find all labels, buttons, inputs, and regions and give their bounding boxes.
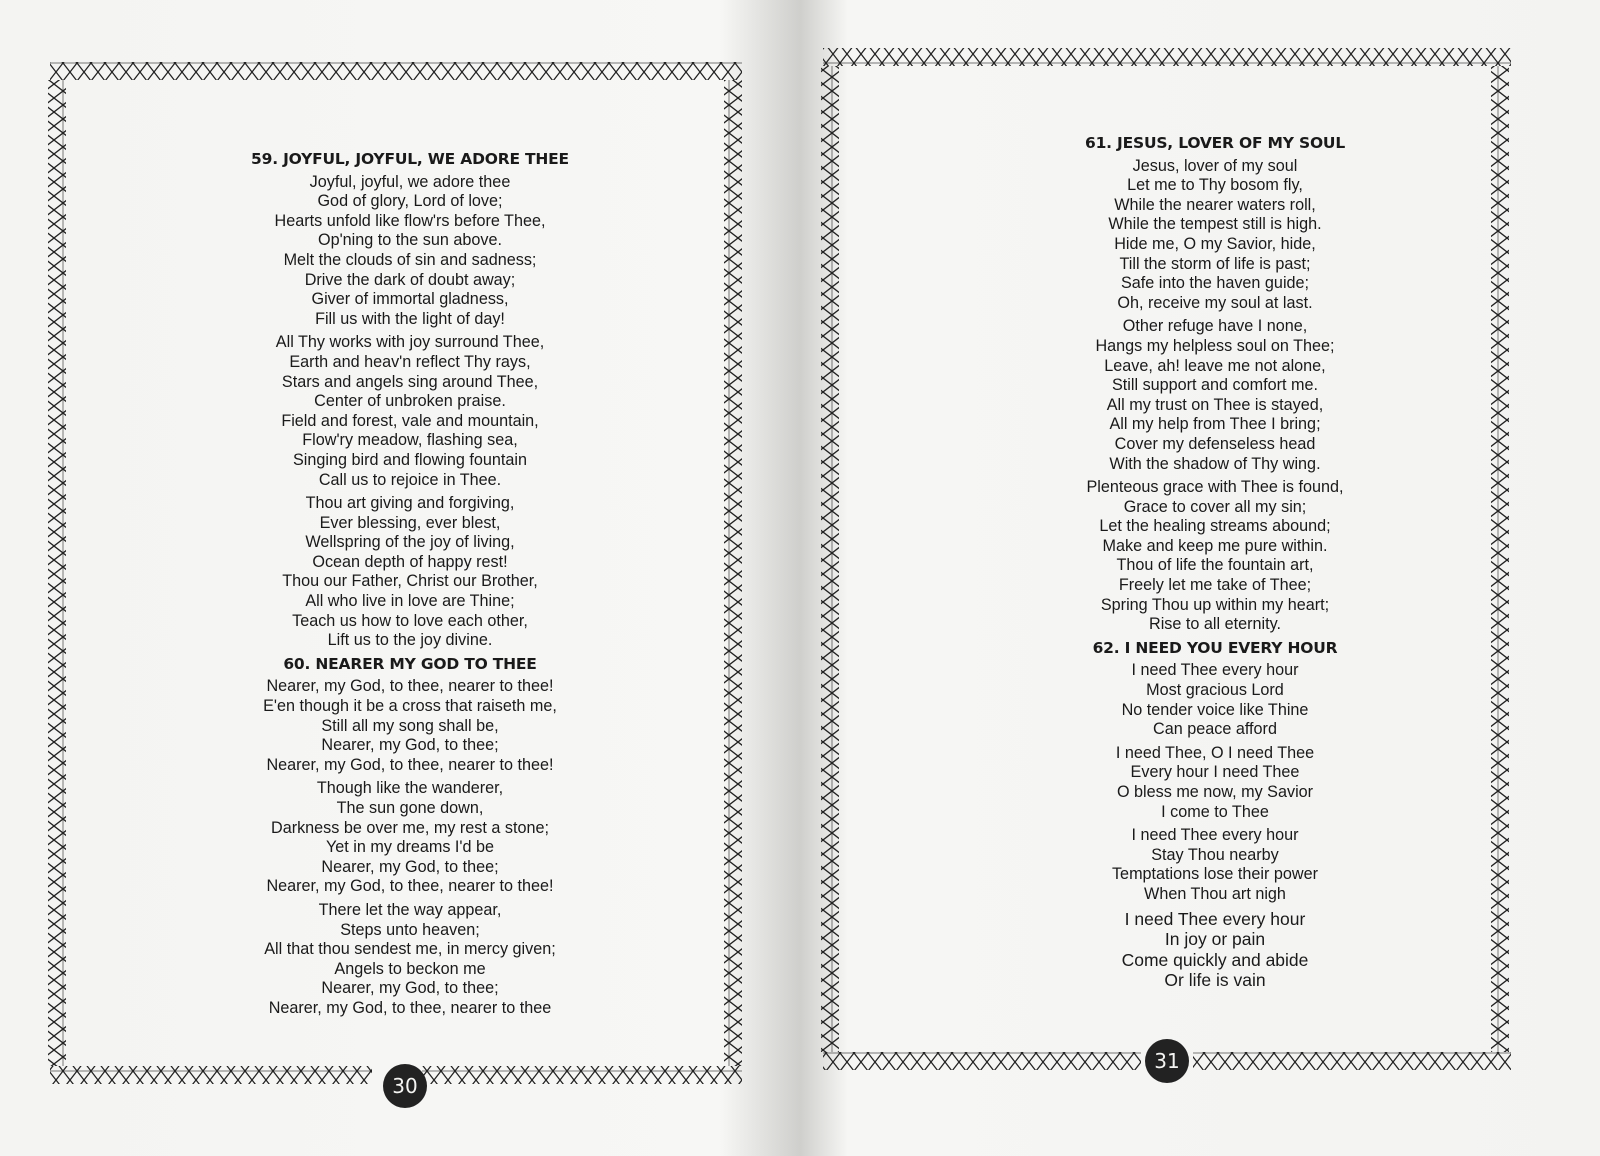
hymn-title: 59. JOYFUL, JOYFUL, WE ADORE THEE <box>251 150 569 168</box>
stanza <box>200 494 620 651</box>
stanza <box>200 779 620 897</box>
stanza <box>1025 478 1405 635</box>
lyric-line: I need Thee every hour <box>1131 826 1299 845</box>
hymn-59 <box>200 150 620 651</box>
lyric-line: Nearer, my God, to thee, nearer to thee! <box>266 755 554 774</box>
stanza <box>200 901 620 1019</box>
lyric-line: All Thy works with joy surround Thee, <box>275 333 545 352</box>
left-page <box>0 0 795 1156</box>
lyric-line: Though like the wanderer, <box>316 779 504 798</box>
stanza <box>1025 661 1405 739</box>
lyric-line: Nearer, my God, to thee; <box>321 857 499 876</box>
page-number-badge: 30 <box>383 1064 427 1108</box>
stanza <box>1025 909 1405 991</box>
lyric-line: Thou art giving and forgiving, <box>305 494 515 513</box>
hymn-61 <box>1025 134 1405 635</box>
lyric-line: All my trust on Thee is stayed, <box>1106 395 1324 414</box>
lyric-line: Fill us with the light of day! <box>315 309 505 328</box>
lyric-line: Still all my song shall be, <box>321 716 499 735</box>
lyric-line: There let the way appear, <box>318 900 502 919</box>
stanza <box>1025 317 1405 474</box>
lyric-line: E'en though it be a cross that raiseth me, <box>263 697 557 716</box>
lyric-line: I need Thee, O I need Thee <box>1115 743 1315 762</box>
lyric-line: Hearts unfold like flow'rs before Thee, <box>274 211 546 230</box>
lyric-line: All that thou sendest me, in mercy given; <box>264 940 556 959</box>
lyric-line: Rise to all eternity. <box>1149 615 1281 634</box>
lyric-line: Angels to beckon me <box>334 959 486 978</box>
lyric-line: All my help from Thee I bring; <box>1109 415 1321 434</box>
lyric-line: Hide me, O my Savior, hide, <box>1114 234 1316 253</box>
lyric-line: Call us to rejoice in Thee. <box>318 470 502 489</box>
lyric-line: Nearer, my God, to thee; <box>321 979 499 998</box>
lyric-line: O bless me now, my Savior <box>1116 783 1314 801</box>
lyric-line: I need Thee every hour <box>1131 661 1299 680</box>
lyric-line: Teach us how to love each other, <box>292 611 528 630</box>
lyric-line: Or life is vain <box>1164 970 1266 991</box>
lyric-line: Joyful, joyful, we adore thee <box>309 172 511 191</box>
lyric-line: Thou our Father, Christ our Brother, <box>282 572 538 591</box>
lyric-line: Every hour I need Thee <box>1130 763 1300 782</box>
lyric-line: Come quickly and abide <box>1121 949 1309 970</box>
lyric-line: Nearer, my God, to thee, nearer to thee! <box>266 877 554 896</box>
lyric-line: Oh, receive my soul at last. <box>1117 293 1313 312</box>
right-page-content <box>1025 134 1405 995</box>
hymn-title: 60. NEARER MY GOD TO THEE <box>283 654 537 673</box>
right-page <box>805 0 1600 1156</box>
lyric-line: Ocean depth of happy rest! <box>312 552 508 571</box>
lyric-line: Stay Thou nearby <box>1151 845 1279 864</box>
lyric-line: Other refuge have I none, <box>1122 317 1308 336</box>
lyric-line: Can peace afford <box>1153 720 1277 739</box>
hymn-60 <box>200 655 620 1019</box>
hymn-title: 61. JESUS, LOVER OF MY SOUL <box>1084 134 1345 152</box>
lyric-line: Nearer, my God, to thee, nearer to thee <box>268 998 552 1017</box>
lyric-line: Field and forest, vale and mountain, <box>281 411 539 430</box>
lyric-line: While the nearer waters roll, <box>1114 195 1316 214</box>
lyric-line: With the shadow of Thy wing. <box>1109 454 1321 473</box>
lyric-line: Yet in my dreams I'd be <box>325 838 495 857</box>
lyric-line: Darkness be over me, my rest a stone; <box>271 818 549 837</box>
lyric-line: All who live in love are Thine; <box>305 592 515 611</box>
left-page-content <box>200 150 620 1023</box>
lyric-line: Melt the clouds of sin and sadness; <box>283 250 537 269</box>
lyric-line: Singing bird and flowing fountain <box>293 450 527 469</box>
lyric-line: When Thou art nigh <box>1144 884 1286 903</box>
lyric-line: Center of unbroken praise. <box>314 392 506 411</box>
hymn-title: 62. I NEED YOU EVERY HOUR <box>1092 638 1338 657</box>
stanza <box>1025 744 1405 822</box>
lyric-line: Wellspring of the joy of living, <box>305 533 515 552</box>
lyric-line: Drive the dark of doubt away; <box>304 270 516 289</box>
page-number-badge: 31 <box>1145 1039 1189 1083</box>
lyric-line: Make and keep me pure within. <box>1102 536 1328 555</box>
lyric-line: Temptations lose their power <box>1111 865 1319 884</box>
lyric-line: Thou of life the fountain art, <box>1116 556 1314 575</box>
lyric-line: Cover my defenseless head <box>1114 434 1316 453</box>
lyric-line: Freely let me take of Thee; <box>1118 576 1312 595</box>
lyric-line: No tender voice like Thine <box>1121 700 1309 719</box>
lyric-line: Till the storm of life is past; <box>1119 254 1311 273</box>
stanza <box>200 173 620 330</box>
lyric-line: Still support and comfort me. <box>1111 376 1319 395</box>
lyric-line: Flow'ry meadow, flashing sea, <box>302 431 518 450</box>
lyric-line: Let me to Thy bosom fly, <box>1127 176 1303 195</box>
lyric-line: Spring Thou up within my heart; <box>1100 595 1330 614</box>
lyric-line: While the tempest still is high. <box>1108 215 1322 234</box>
lyric-line: Safe into the haven guide; <box>1120 274 1310 293</box>
lyric-line: Lift us to the joy divine. <box>327 631 493 650</box>
hymn-62 <box>1025 639 1405 991</box>
lyric-line: Plenteous grace with Thee is found, <box>1086 478 1344 497</box>
lyric-line: Most gracious Lord <box>1146 681 1284 700</box>
lyric-line: The sun gone down, <box>336 799 484 817</box>
lyric-line: Op'ning to the sun above. <box>318 231 502 250</box>
lyric-line: Steps unto heaven; <box>340 920 480 939</box>
stanza <box>1025 157 1405 314</box>
lyric-line: Hangs my helpless soul on Thee; <box>1095 336 1335 355</box>
lyric-line: In joy or pain <box>1164 929 1266 950</box>
lyric-line: Grace to cover all my sin; <box>1123 497 1307 516</box>
lyric-line: Jesus, lover of my soul <box>1132 156 1298 175</box>
lyric-line: I need Thee every hour <box>1124 908 1306 929</box>
stanza <box>200 677 620 775</box>
lyric-line: Ever blessing, ever blest, <box>319 513 501 532</box>
lyric-line: Earth and heav'n reflect Thy rays, <box>289 352 531 371</box>
lyric-line: Giver of immortal gladness, <box>311 290 509 309</box>
lyric-line: I come to Thee <box>1161 802 1269 821</box>
lyric-line: Nearer, my God, to thee, nearer to thee! <box>266 677 554 696</box>
lyric-line: Leave, ah! leave me not alone, <box>1104 356 1326 375</box>
stanza <box>200 333 620 490</box>
lyric-line: Stars and angels sing around Thee, <box>281 372 539 391</box>
lyric-line: Let the healing streams abound; <box>1099 517 1331 536</box>
stanza <box>1025 826 1405 904</box>
lyric-line: God of glory, Lord of love; <box>317 192 503 211</box>
lyric-line: Nearer, my God, to thee; <box>321 736 499 755</box>
